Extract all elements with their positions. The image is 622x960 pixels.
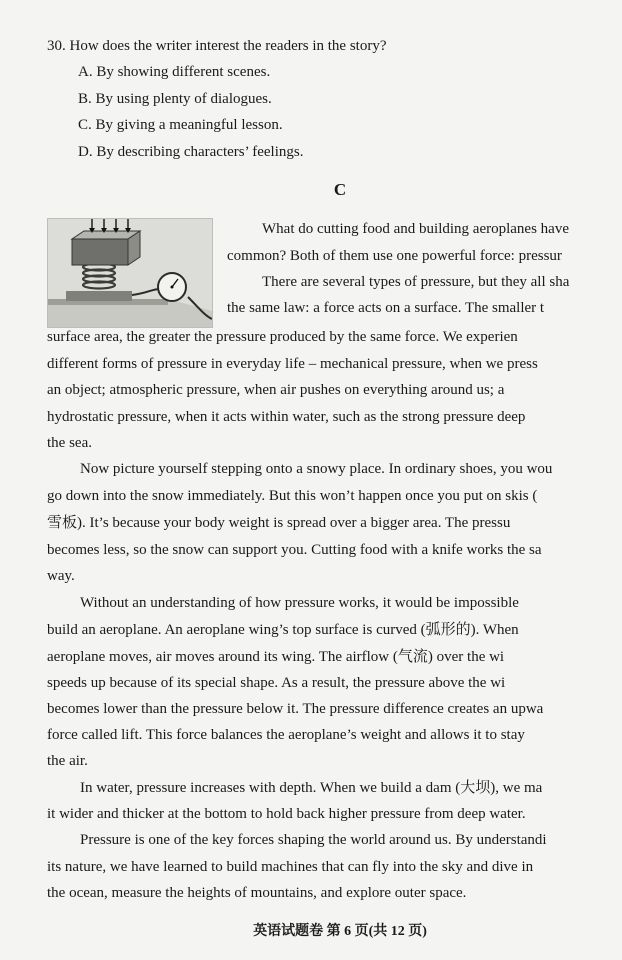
passage-line: the same law: a force acts on a surface. The smaller t xyxy=(227,300,545,316)
passage-line: Now picture yourself stepping onto a snowy place. In ordinary shoes, you wou xyxy=(80,461,553,477)
passage-line: In water, pressure increases with depth. When we build a dam (大坝), we ma xyxy=(80,780,543,796)
passage-line: speeds up because of its special shape. As a result, the pressure above the wi xyxy=(47,675,506,691)
passage-line: different forms of pressure in everyday life – mechanical pressure, when we press xyxy=(47,356,538,372)
pressure-gauge-image xyxy=(48,219,212,327)
passage-line: aeroplane moves, air moves around its wing. The airflow (气流) over the wi xyxy=(47,649,505,665)
passage-line: an object; atmospheric pressure, when air pushes on everything around us; a xyxy=(47,382,505,398)
passage-line: its nature, we have learned to build machines that can fly into the sky and dive in xyxy=(47,859,534,875)
passage-line: go down into the snow immediately. But this won’t happen once you put on skis ( xyxy=(47,488,538,504)
option-c: C. By giving a meaningful lesson. xyxy=(78,117,283,133)
pressure-illustration xyxy=(47,218,213,328)
option-d: D. By describing characters’ feelings. xyxy=(78,144,304,160)
option-b: B. By using plenty of dialogues. xyxy=(78,91,272,107)
passage-line: way. xyxy=(47,568,75,584)
passage-line: force called lift. This force balances the aeroplane’s weight and allows it to stay xyxy=(47,727,525,743)
passage-line: build an aeroplane. An aeroplane wing’s top surface is curved (弧形的). When xyxy=(47,622,519,638)
option-a: A. By showing different scenes. xyxy=(78,64,271,80)
passage-line: becomes lower than the pressure below it. The pressure difference creates an upwa xyxy=(47,701,544,717)
passage-line: becomes less, so the snow can support you. Cutting food with a knife works the sa xyxy=(47,542,542,558)
passage-line: There are several types of pressure, but they all sha xyxy=(262,274,570,290)
passage-line: it wider and thicker at the bottom to hold back higher pressure from deep water. xyxy=(47,806,526,822)
passage-line: hydrostatic pressure, when it acts within water, such as the strong pressure deep xyxy=(47,409,526,425)
passage-line: surface area, the greater the pressure produced by the same force. We experien xyxy=(47,329,518,345)
passage-line: What do cutting food and building aeroplanes have xyxy=(262,221,569,237)
passage-line: Without an understanding of how pressure works, it would be impossible xyxy=(80,595,519,611)
question-stem: 30. How does the writer interest the readers in the story? xyxy=(47,38,387,54)
passage-line: 雪板). It’s because your body weight is spread over a bigger area. The pressu xyxy=(47,515,511,531)
passage-line: common? Both of them use one powerful force: pressur xyxy=(227,248,562,264)
passage-line: the air. xyxy=(47,753,88,769)
passage-line: the sea. xyxy=(47,435,92,451)
page-footer: 英语试题卷 第 6 页(共 12 页) xyxy=(253,924,427,939)
section-letter: C xyxy=(333,180,347,199)
passage-line: Pressure is one of the key forces shaping the world around us. By understandi xyxy=(80,832,547,848)
passage-line: the ocean, measure the heights of mountains, and explore outer space. xyxy=(47,885,467,901)
